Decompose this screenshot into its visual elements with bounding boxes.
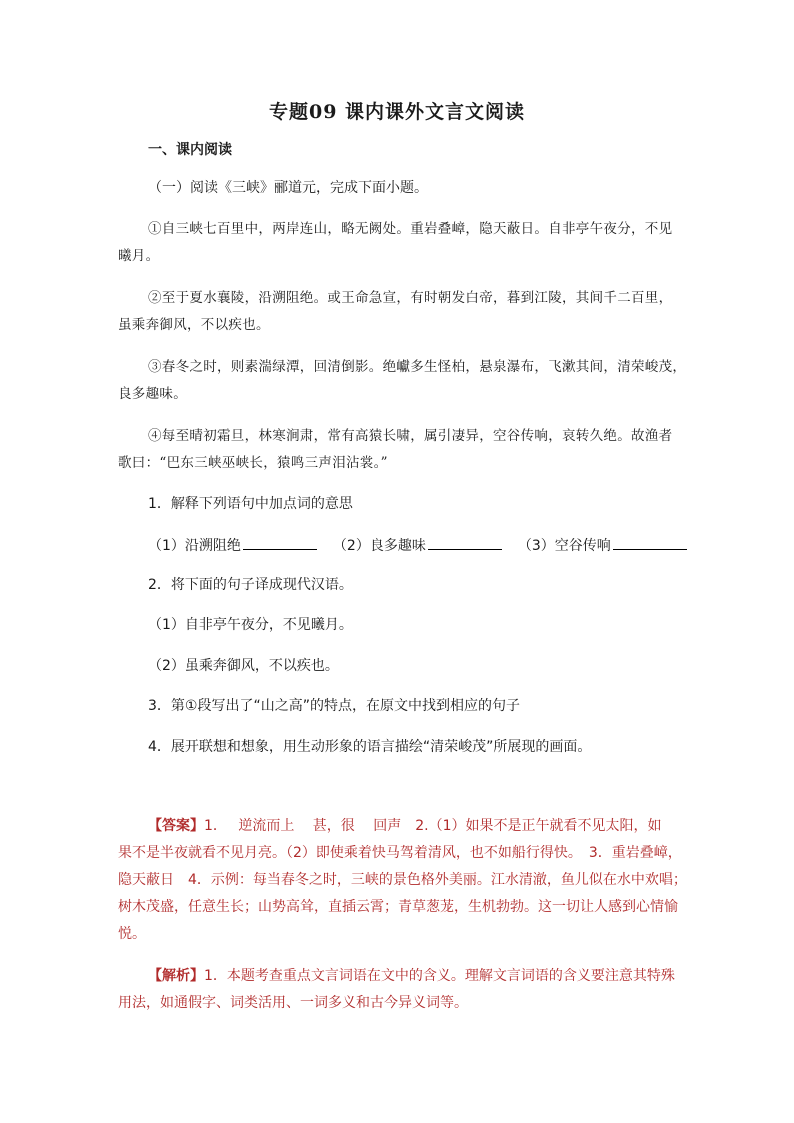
answer-line-5: 悦。 [118,926,146,942]
passage-para-4-line-1: ④每至晴初霜旦，林寒涧肃，常有高猿长啸，属引凄异，空谷传响，哀转久绝。故渔者 [148,428,673,444]
answer-line-2: 果不是半夜就看不见月亮。（2）即使乘着快马驾着清风，也不如船行得快。 3．重岩叠嶂， [118,845,682,861]
section-heading: 一、课内阅读 [148,142,232,158]
answer-blank [613,535,687,550]
passage-para-4-line-2: 歌曰：“巴东三峡巫峡长，猿鸣三声泪沾裳。” [118,455,388,471]
analysis-tag: 【解析】 [148,968,204,984]
passage-para-2-line-2: 虽乘奔御风，不以疾也。 [118,317,270,333]
question-2-item-1: （1）自非亭午夜分，不见曦月。 [148,617,353,633]
analysis-line-2: 用法，如通假字、词类活用、一词多义和古今异义词等。 [118,995,468,1011]
question-4: 4．展开联想和想象，用生动形象的语言描绘“清荣峻茂”所展现的画面。 [148,739,592,755]
question-3: 3．第①段写出了“山之高”的特点，在原文中找到相应的句子 [148,698,520,714]
passage-para-1-line-1: ①自三峡七百里中，两岸连山，略无阙处。重岩叠嶂，隐天蔽日。自非亭午夜分，不见 [148,221,673,237]
answer-blank [243,535,317,550]
answer-line-4: 树木茂盛，任意生长；山势高耸，直插云霄；青草葱茏，生机勃勃。这一切让人感到心情愉 [118,899,678,915]
page-title: 专题09 课内课外文言文阅读 [268,101,526,123]
answer-blank [428,535,502,550]
answer-line-1: 【答案】1． 逆流而上 甚，很 回声 2.（1）如果不是正午就看不见太阳，如 [148,818,662,834]
passage-para-3-line-1: ③春冬之时，则素湍绿潭，回清倒影。绝巘多生怪柏，悬泉瀑布，飞漱其间，清荣峻茂， [148,359,687,375]
analysis-line-1: 【解析】1．本题考查重点文言词语在文中的含义。理解文言词语的含义要注意其特殊 [148,968,675,984]
question-intro: （一）阅读《三峡》郦道元，完成下面小题。 [148,180,428,196]
passage-para-1-line-2: 曦月。 [118,248,160,264]
answer-tag: 【答案】 [148,818,204,834]
question-1-item-3: （3）空谷传响 [517,538,611,554]
question-1: 1．解释下列语句中加点词的意思 [148,496,353,512]
question-2-item-2: （2）虽乘奔御风，不以疾也。 [148,658,339,674]
passage-para-3-line-2: 良多趣味。 [118,386,187,402]
passage-para-2-line-1: ②至于夏水襄陵，沿溯阻绝。或王命急宣，有时朝发白帝，暮到江陵，其间千二百里， [148,290,673,306]
question-1-item-1: （1）沿溯阻绝 [148,538,241,554]
question-2: 2．将下面的句子译成现代汉语。 [148,577,353,593]
question-1-items [148,535,718,556]
answer-line-3: 隐天蔽日 4．示例：每当春冬之时，三峡的景色格外美丽。江水清澈，鱼儿似在水中欢唱； [118,872,687,888]
question-1-item-2: （2）良多趣味 [332,538,426,554]
